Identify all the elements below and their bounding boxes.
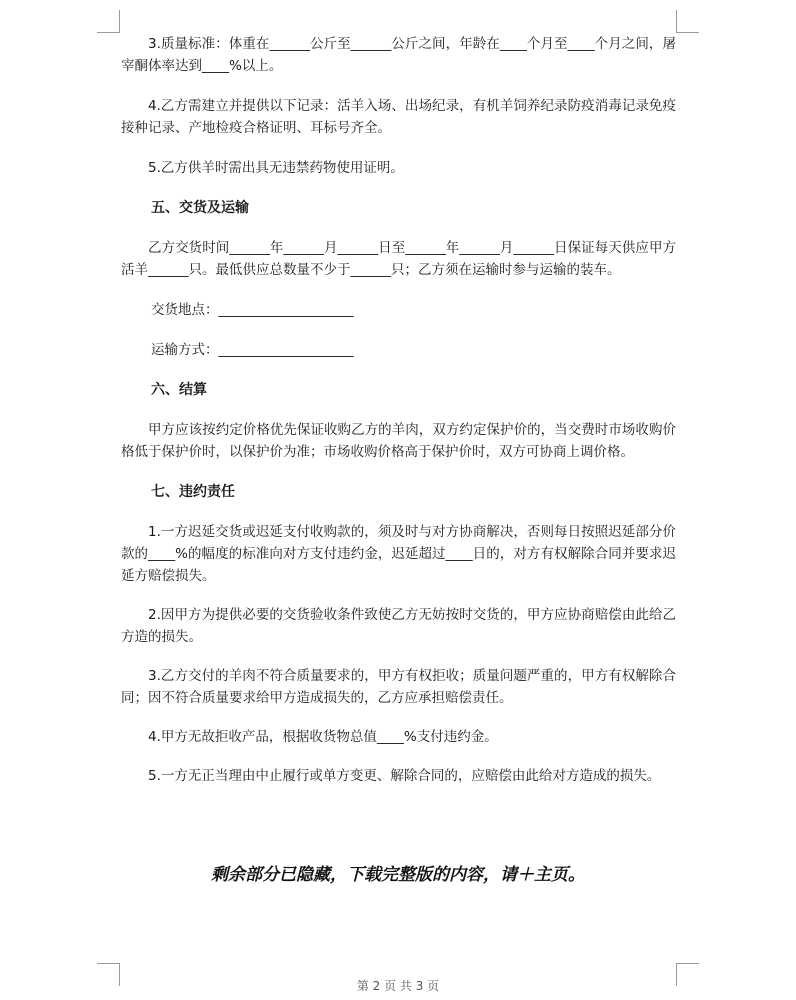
clause-quality-standard: 3.质量标准：体重在______公斤至______公斤之间，年龄在____个月至____个月之间，屠宰酮体率达到____%以上。 xyxy=(121,36,676,74)
clause-settlement: 甲方应该按约定价格优先保证收购乙方的羊肉，双方约定保护价的，当交费时市场收购价格低于保护价时，以保护价为准；市场收购价格高于保护价时，双方可协商上调价格。 xyxy=(121,422,676,460)
clause-liability-2: 2.因甲方为提供必要的交货验收条件致使乙方无妨按时交货的，甲方应协商赔偿由此给乙方造的损失。 xyxy=(121,607,676,645)
margin-mark-top-right xyxy=(676,10,699,33)
clause-liability-1: 1.一方迟延交货或迟延支付收购款的，须及时与对方协商解决，否则每日按照迟延部分价款的____%的幅度的标准向对方支付违约金，迟延超过____日的，对方有权解除合同并要求迟延方赔偿损失。 xyxy=(121,524,676,584)
clause-liability-5: 5.一方无正当理由中止履行或单方变更、解除合同的，应赔偿由此给对方造成的损失。 xyxy=(148,768,661,784)
field-delivery-location: 交货地点：____________________ xyxy=(151,302,354,318)
section-heading-settlement: 六、结算 xyxy=(151,382,207,398)
document-body xyxy=(121,33,676,787)
clause-liability-3: 3.乙方交付的羊肉不符合质量要求的，甲方有权拒收；质量问题严重的，甲方有权解除合同；因不符合质量要求给甲方造成损失的，乙方应承担赔偿责任。 xyxy=(121,668,676,706)
clause-delivery-time: 乙方交货时间______年______月______日至______年______月______日保证每天供应甲方活羊______只。最低供应总数量不少于______只；乙方须在运输时参与运输的装车。 xyxy=(121,240,676,278)
page-number: 第 2 页 共 3 页 xyxy=(356,979,440,993)
section-heading-delivery: 五、交货及运输 xyxy=(151,200,249,216)
field-transport-method: 运输方式：____________________ xyxy=(151,342,354,358)
clause-drug-certificate: 5.乙方供羊时需出具无违禁药物使用证明。 xyxy=(148,160,404,176)
hidden-content-notice: 剩余部分已隐藏，下载完整版的内容，请＋主页。 xyxy=(211,865,585,885)
clause-records: 4.乙方需建立并提供以下记录：活羊入场、出场纪录，有机羊饲养纪录防疫消毒记录免疫接种记录、产地检疫合格证明、耳标号齐全。 xyxy=(121,98,676,136)
section-heading-liability: 七、违约责任 xyxy=(151,484,235,500)
clause-liability-4: 4.甲方无故拒收产品，根据收货物总值____%支付违约金。 xyxy=(148,729,498,745)
margin-mark-top-left xyxy=(97,10,120,33)
